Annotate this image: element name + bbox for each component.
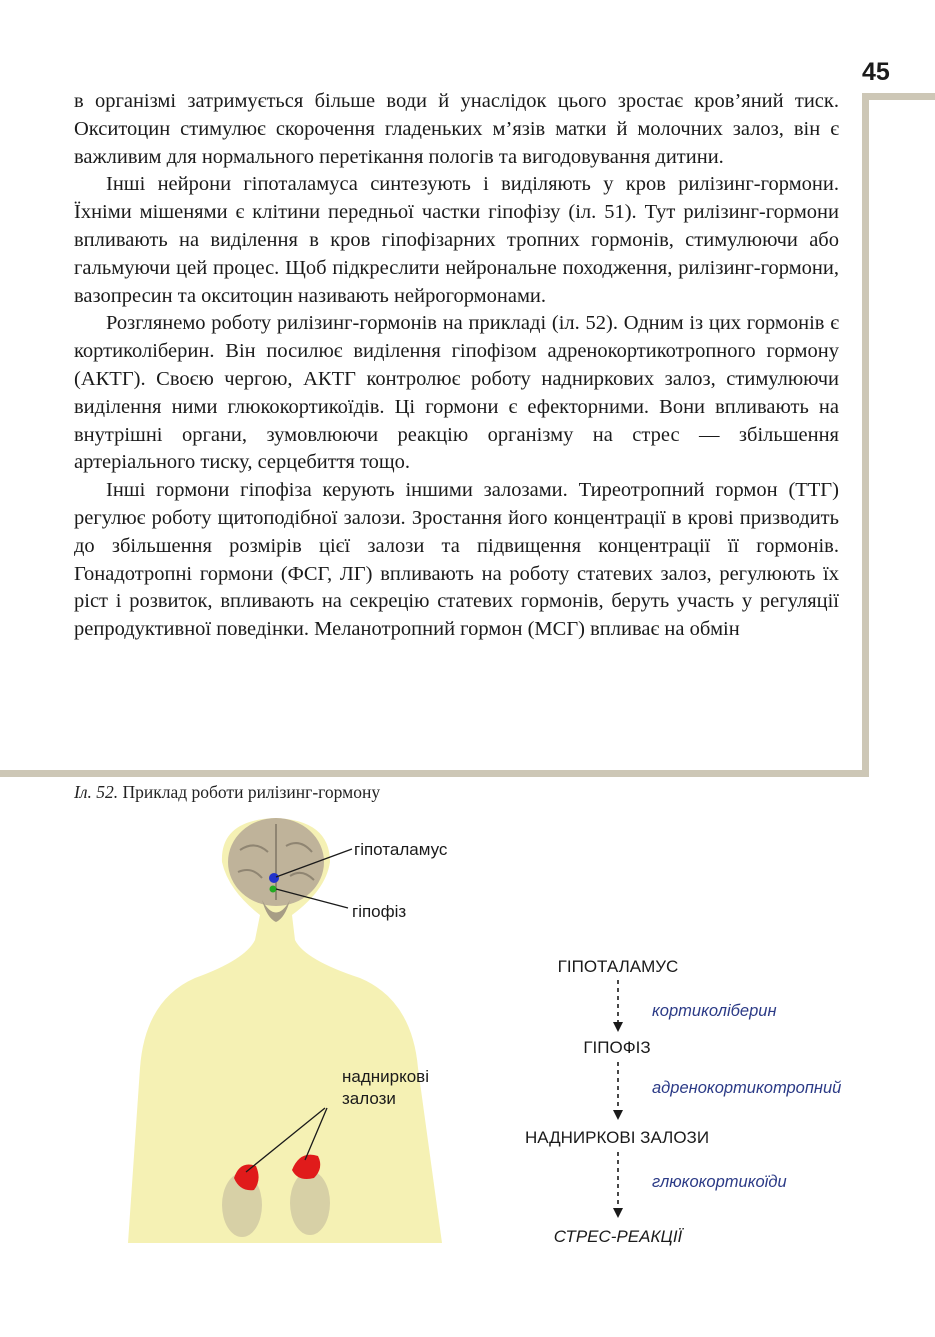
label-hypothalamus: гіпоталамус: [354, 840, 448, 859]
frame-right-border: [862, 93, 869, 777]
body-text: [74, 88, 839, 644]
paragraph-1: в організмі затримується більше води й унаслідок цього зростає кров’яний тиск. Окситоцин стимулює скорочення гладеньких м’язів матки й молочних залоз, він є важливим для нормального перетікання пологів та вигодовування дитини.: [74, 90, 839, 168]
hypothalamus-dot: [269, 873, 279, 883]
flow-hormone-corticoliberin: кортиколіберин: [652, 1002, 777, 1020]
flow-arrowhead-2: [613, 1110, 623, 1120]
flow-hormone-acth: адренокортикотропний: [652, 1079, 842, 1097]
flow-arrowhead-1: [613, 1022, 623, 1032]
paragraph-4: Інші гормони гіпофіза керують іншими залозами. Тиреотропний гормон (ТТГ) регулює роботу щитоподібної залози. Зростання його концентрації в крові призводить до збільшення розмірів цієї залози та підвищення концентрації її гормонів. Гонадотропні гормони (ФСГ, ЛГ) впливають на роботу статевих залоз, регулюють їх ріст і розвиток, впливають на секрецію статевих гормонів, беруть участь у регуляції репродуктивної поведінки. Меланотропний гормон (МСГ) впливає на обмін: [74, 479, 839, 641]
paragraph-3: Розглянемо роботу рилізинг-гормонів на прикладі (іл. 52). Одним із цих гормонів є кортиколіберин. Він посилює виділення гіпофізом адренокортикотропного гормону (АКТГ). Своєю чергою, АКТГ контролює роботу надниркових залоз, стимулюючи виділення ними глюкокортикоїдів. Ці гормони є ефекторними. Вони впливають на внутрішні органи, зумовлюючи реакцію організму на стрес — збільшення артеріального тиску, серцебиття тощо.: [74, 312, 839, 474]
flow-step-hypothalamus: ГІПОТАЛАМУС: [557, 957, 679, 976]
hormone-flow-diagram: [525, 957, 841, 1246]
flow-step-pituitary: ГІПОФІЗ: [583, 1038, 651, 1057]
page-number: 45: [862, 58, 890, 86]
right-kidney: [290, 1171, 330, 1235]
caption-text: Приклад роботи рилізинг-гормону: [122, 782, 381, 802]
flow-result-stress: СТРЕС-РЕАКЦІЇ: [553, 1227, 683, 1246]
illustration-52: [0, 800, 935, 1270]
frame-bottom-border: [0, 770, 869, 777]
pituitary-dot: [270, 886, 277, 893]
label-adrenal-line1: надниркові: [342, 1067, 429, 1086]
frame-top-border: [862, 93, 935, 100]
label-pituitary: гіпофіз: [352, 902, 407, 921]
caption-label: Іл. 52.: [74, 782, 119, 802]
flow-arrowhead-3: [613, 1208, 623, 1218]
flow-step-adrenal: НАДНИРКОВІ ЗАЛОЗИ: [524, 1128, 710, 1147]
human-body-illustration: [128, 818, 442, 1243]
paragraph-2: Інші нейрони гіпоталамуса синтезують і виділяють у кров рилізинг-гормони. Їхніми мішенями є клітини передньої частки гіпофізу (іл. 51). Тут рилізинг-гормони впливають на виділення в кров гіпофізарних тропних гормонів, стимулюючи або гальмуючи цей процес. Щоб підкреслити нейрональне походження, рилізинг-гормони, вазопресин та окситоцин називають нейрогормонами.: [74, 173, 839, 307]
label-adrenal-line2: залози: [342, 1089, 396, 1108]
flow-hormone-glucocorticoids: глюкокортикоїди: [652, 1173, 787, 1191]
